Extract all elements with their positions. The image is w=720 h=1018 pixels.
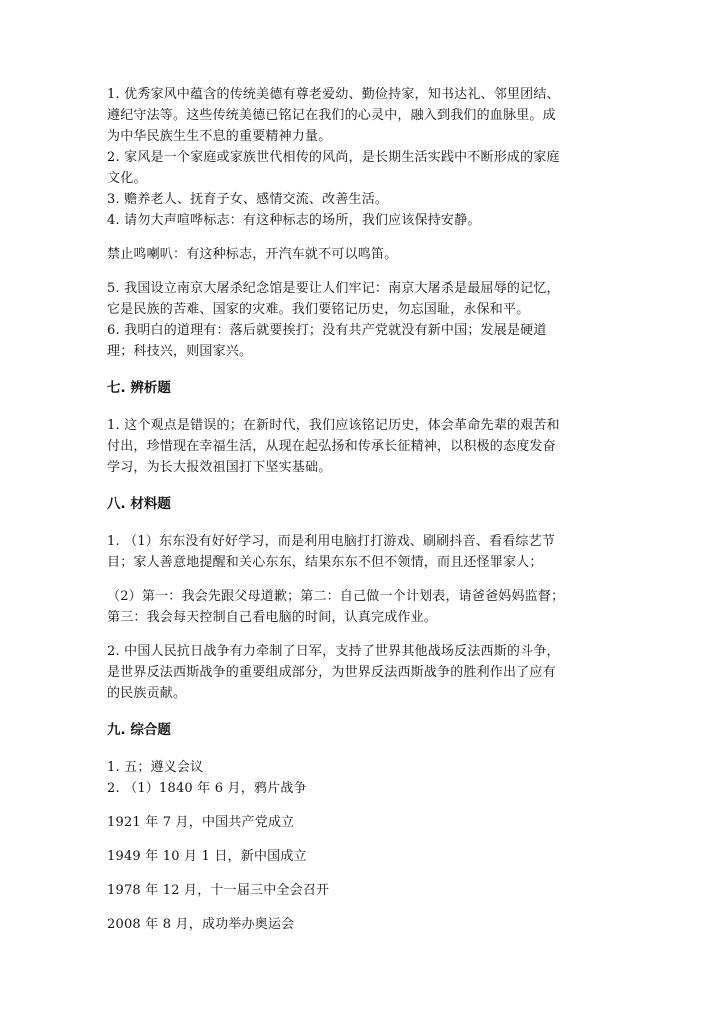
- paragraph-line: 理；科技兴，则国家兴。: [107, 344, 253, 359]
- paragraph-line: 的民族贡献。: [107, 686, 187, 701]
- section-7: [107, 378, 607, 478]
- paragraph-line: 付出，珍惜现在幸福生活，从现在起弘扬和传承长征精神，以积极的态度发奋: [107, 439, 556, 454]
- horn-sign-answer: 禁止鸣喇叭：有这种标志，开汽车就不可以鸣笛。: [107, 247, 398, 262]
- paragraph-line: 为中华民族生生不息的重要精神力量。: [107, 129, 332, 144]
- paragraph-line: 4. 请勿大声喧哗标志：有这种标志的场所，我们应该保持安静。: [107, 213, 481, 228]
- section-8: [107, 494, 607, 704]
- answer-document: [107, 84, 607, 935]
- timeline-event: 1949 年 10 月 1 日，新中国成立: [107, 849, 307, 864]
- section-8-heading: 八. 材料题: [107, 496, 171, 512]
- paragraph-line: 3. 赡养老人、抚育子女、感情交流、改善生活。: [107, 192, 389, 207]
- paragraph-line: 2. （1）1840 年 6 月，鸦片战争: [107, 781, 307, 796]
- paragraph-line: 5. 我国设立南京大屠杀纪念馆是要让人们牢记：南京大屠杀是最屈辱的记忆，: [107, 281, 560, 296]
- paragraph-line: 文化。: [107, 171, 147, 186]
- paragraph-line: 是世界反法西斯战争的重要组成部分，为世界反法西斯战争的胜利作出了应有: [107, 665, 556, 680]
- paragraph-line: （2）第一：我会先跟父母道歉；第二：自己做一个计划表，请爸爸妈妈监督；: [107, 589, 565, 604]
- paragraph-line: 2. 中国人民抗日战争有力牵制了日军，支持了世界其他战场反法西斯的斗争，: [107, 644, 560, 659]
- paragraph-line: 6. 我明白的道理有：落后就要挨打；没有共产党就没有新中国；发展是硬道: [107, 323, 547, 338]
- section-7-heading: 七. 辨析题: [107, 380, 171, 396]
- section-9-heading: 九. 综合题: [107, 722, 171, 738]
- paragraph-line: 2. 家风是一个家庭或家族世代相传的风尚，是长期生活实践中不断形成的家庭: [107, 150, 560, 165]
- paragraph-line: 遵纪守法等。这些传统美德已铭记在我们的心灵中，融入到我们的血脉里。成: [107, 108, 556, 123]
- timeline-event: 1921 年 7 月，中国共产党成立: [107, 815, 295, 830]
- timeline-event: 1978 年 12 月，十一届三中全会召开: [107, 883, 330, 898]
- timeline-event: 2008 年 8 月，成功举办奥运会: [107, 917, 295, 932]
- paragraph-line: 1. 优秀家风中蕴含的传统美德有尊老爱幼、勤俭持家，知书达礼、邻里团结、: [107, 87, 560, 102]
- section-9: [107, 720, 607, 935]
- paragraph-line: 目；家人善意地提醒和关心东东，结果东东不但不领情，而且还怪罪家人；: [107, 555, 543, 570]
- section-6-answers: [107, 84, 607, 362]
- paragraph-line: 第三：我会每天控制自己看电脑的时间，认真完成作业。: [107, 610, 438, 625]
- paragraph-line: 1. （1）东东没有好好学习，而是利用电脑打打游戏、刷刷抖音、看看综艺节: [107, 534, 556, 549]
- paragraph-line: 学习，为长大报效祖国打下坚实基础。: [107, 460, 332, 475]
- paragraph-line: 它是民族的苦难、国家的灾难。我们要铭记历史，勿忘国耻，永保和平。: [107, 302, 530, 317]
- paragraph-line: 1. 五；遵义会议: [107, 760, 204, 775]
- paragraph-line: 1. 这个观点是错误的；在新时代，我们应该铭记历史，体会革命先辈的艰苦和: [107, 418, 560, 433]
